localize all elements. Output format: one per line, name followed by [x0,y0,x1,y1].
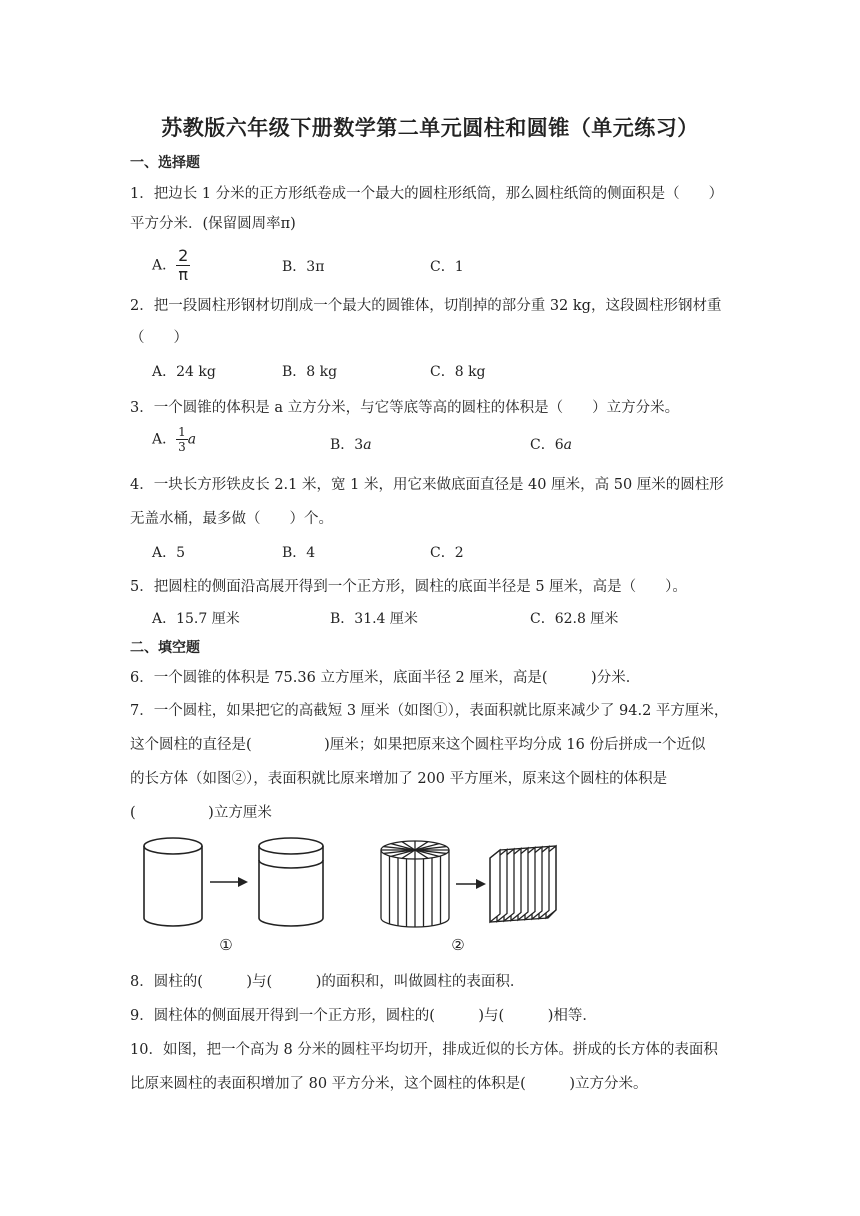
q3-option-c-prefix: C．6 [530,437,564,453]
question-1-text-cont: 平方分米．(保留圆周率π) [130,216,296,232]
figure-2-sliced-cylinder [381,841,449,927]
question-9-text: 9．圆柱体的侧面展开得到一个正方形，圆柱的( )与( )相等． [130,1008,597,1024]
question-10-text: 10．如图，把一个高为 8 分米的圆柱平均切开，排成近似的长方体。拼成的长方体的表面积 [130,1042,718,1058]
question-7-text: 7．一个圆柱，如果把它的高截短 3 厘米（如图①），表面积就比原来减少了 94.2 平方厘米， [130,703,729,719]
page-title: 苏教版六年级下册数学第二单元圆柱和圆锥（单元练习） [161,115,699,140]
figure-1-arrow [210,877,248,887]
fraction-numerator: 1 [178,425,186,439]
q5-option-c[interactable]: C．62.8 厘米 [530,611,619,627]
q1-option-a[interactable] [152,248,190,283]
question-1-text: 1．把边长 1 分米的正方形纸卷成一个最大的圆柱形纸筒，那么圆柱纸筒的侧面积是（ ） [130,186,724,202]
figure-2-label: ② [451,936,465,954]
question-4-text-cont: 无盖水桶，最多做（ ）个。 [130,511,333,527]
figure-2-arrow [456,879,486,889]
q4-option-c[interactable]: C．2 [430,545,464,561]
question-7-text-line3: 的长方体（如图②），表面积就比原来增加了 200 平方厘米，原来这个圆柱的体积是 [130,771,668,787]
q3-option-c-variable: a [563,437,572,453]
figure-1-cylinder [144,838,202,926]
question-8-text: 8．圆柱的( )与( )的面积和，叫做圆柱的表面积． [130,974,525,990]
q3-option-b-prefix: B．3 [330,437,364,453]
q3-option-b-variable: a [363,437,372,453]
question-2-text-cont: （ ） [130,330,188,346]
q1-option-c[interactable]: C．1 [430,259,464,275]
question-5-text: 5．把圆柱的侧面沿高展开得到一个正方形，圆柱的底面半径是 5 厘米，高是（ ）。 [130,579,687,595]
q2-option-a[interactable]: A．24 kg [152,364,216,380]
q5-option-b[interactable]: B．31.4 厘米 [330,611,418,627]
q3-option-a-fraction [176,426,188,453]
q4-option-a[interactable]: A．5 [152,545,186,561]
q2-option-b[interactable]: B．8 kg [282,364,338,380]
cylinder-figures [138,832,588,956]
q3-option-c[interactable] [530,434,572,454]
q5-option-a[interactable]: A．15.7 厘米 [152,611,240,627]
q4-option-b[interactable]: B．4 [282,545,316,561]
question-3-text: 3．一个圆锥的体积是 a 立方分米，与它等底等高的圆柱的体积是（ ）立方分米。 [130,400,680,416]
question-6-text: 6．一个圆锥的体积是 75.36 立方厘米，底面半径 2 厘米，高是( )分米． [130,670,641,686]
figure-1-label: ① [219,936,233,954]
figure-2-approx-cuboid [490,846,556,922]
q3-option-a[interactable] [152,426,196,453]
question-7-text-line4: ( )立方厘米 [130,805,272,821]
q1-option-a-fraction [176,248,190,283]
q3-option-b[interactable] [330,434,372,454]
q1-option-a-prefix: A． [152,257,177,274]
q3-option-a-prefix: A． [152,431,177,448]
question-2-text: 2．把一段圆柱形钢材切削成一个最大的圆锥体，切削掉的部分重 32 kg，这段圆柱形钢材重 [130,298,722,314]
figure-1-cut-cylinder [259,838,323,926]
q1-option-b[interactable]: B．3π [282,259,325,275]
q3-option-a-variable: a [187,431,197,448]
section-heading-fill: 二、填空题 [130,640,200,656]
q2-option-c[interactable]: C．8 kg [430,364,486,380]
question-4-text: 4．一块长方形铁皮长 2.1 米，宽 1 米，用它来做底面直径是 40 厘米，高 50 厘米的圆柱形 [130,477,724,493]
question-7-text-line2: 这个圆柱的直径是( )厘米；如果把原来这个圆柱平均分成 16 份后拼成一个近似 [130,737,706,753]
fraction-denominator: π [178,265,189,284]
section-heading-choice: 一、选择题 [130,155,200,171]
fraction-numerator: 2 [178,246,189,265]
question-10-text-cont: 比原来圆柱的表面积增加了 80 平方分米，这个圆柱的体积是( )立方分米。 [130,1076,648,1092]
fraction-denominator: 3 [178,440,186,454]
